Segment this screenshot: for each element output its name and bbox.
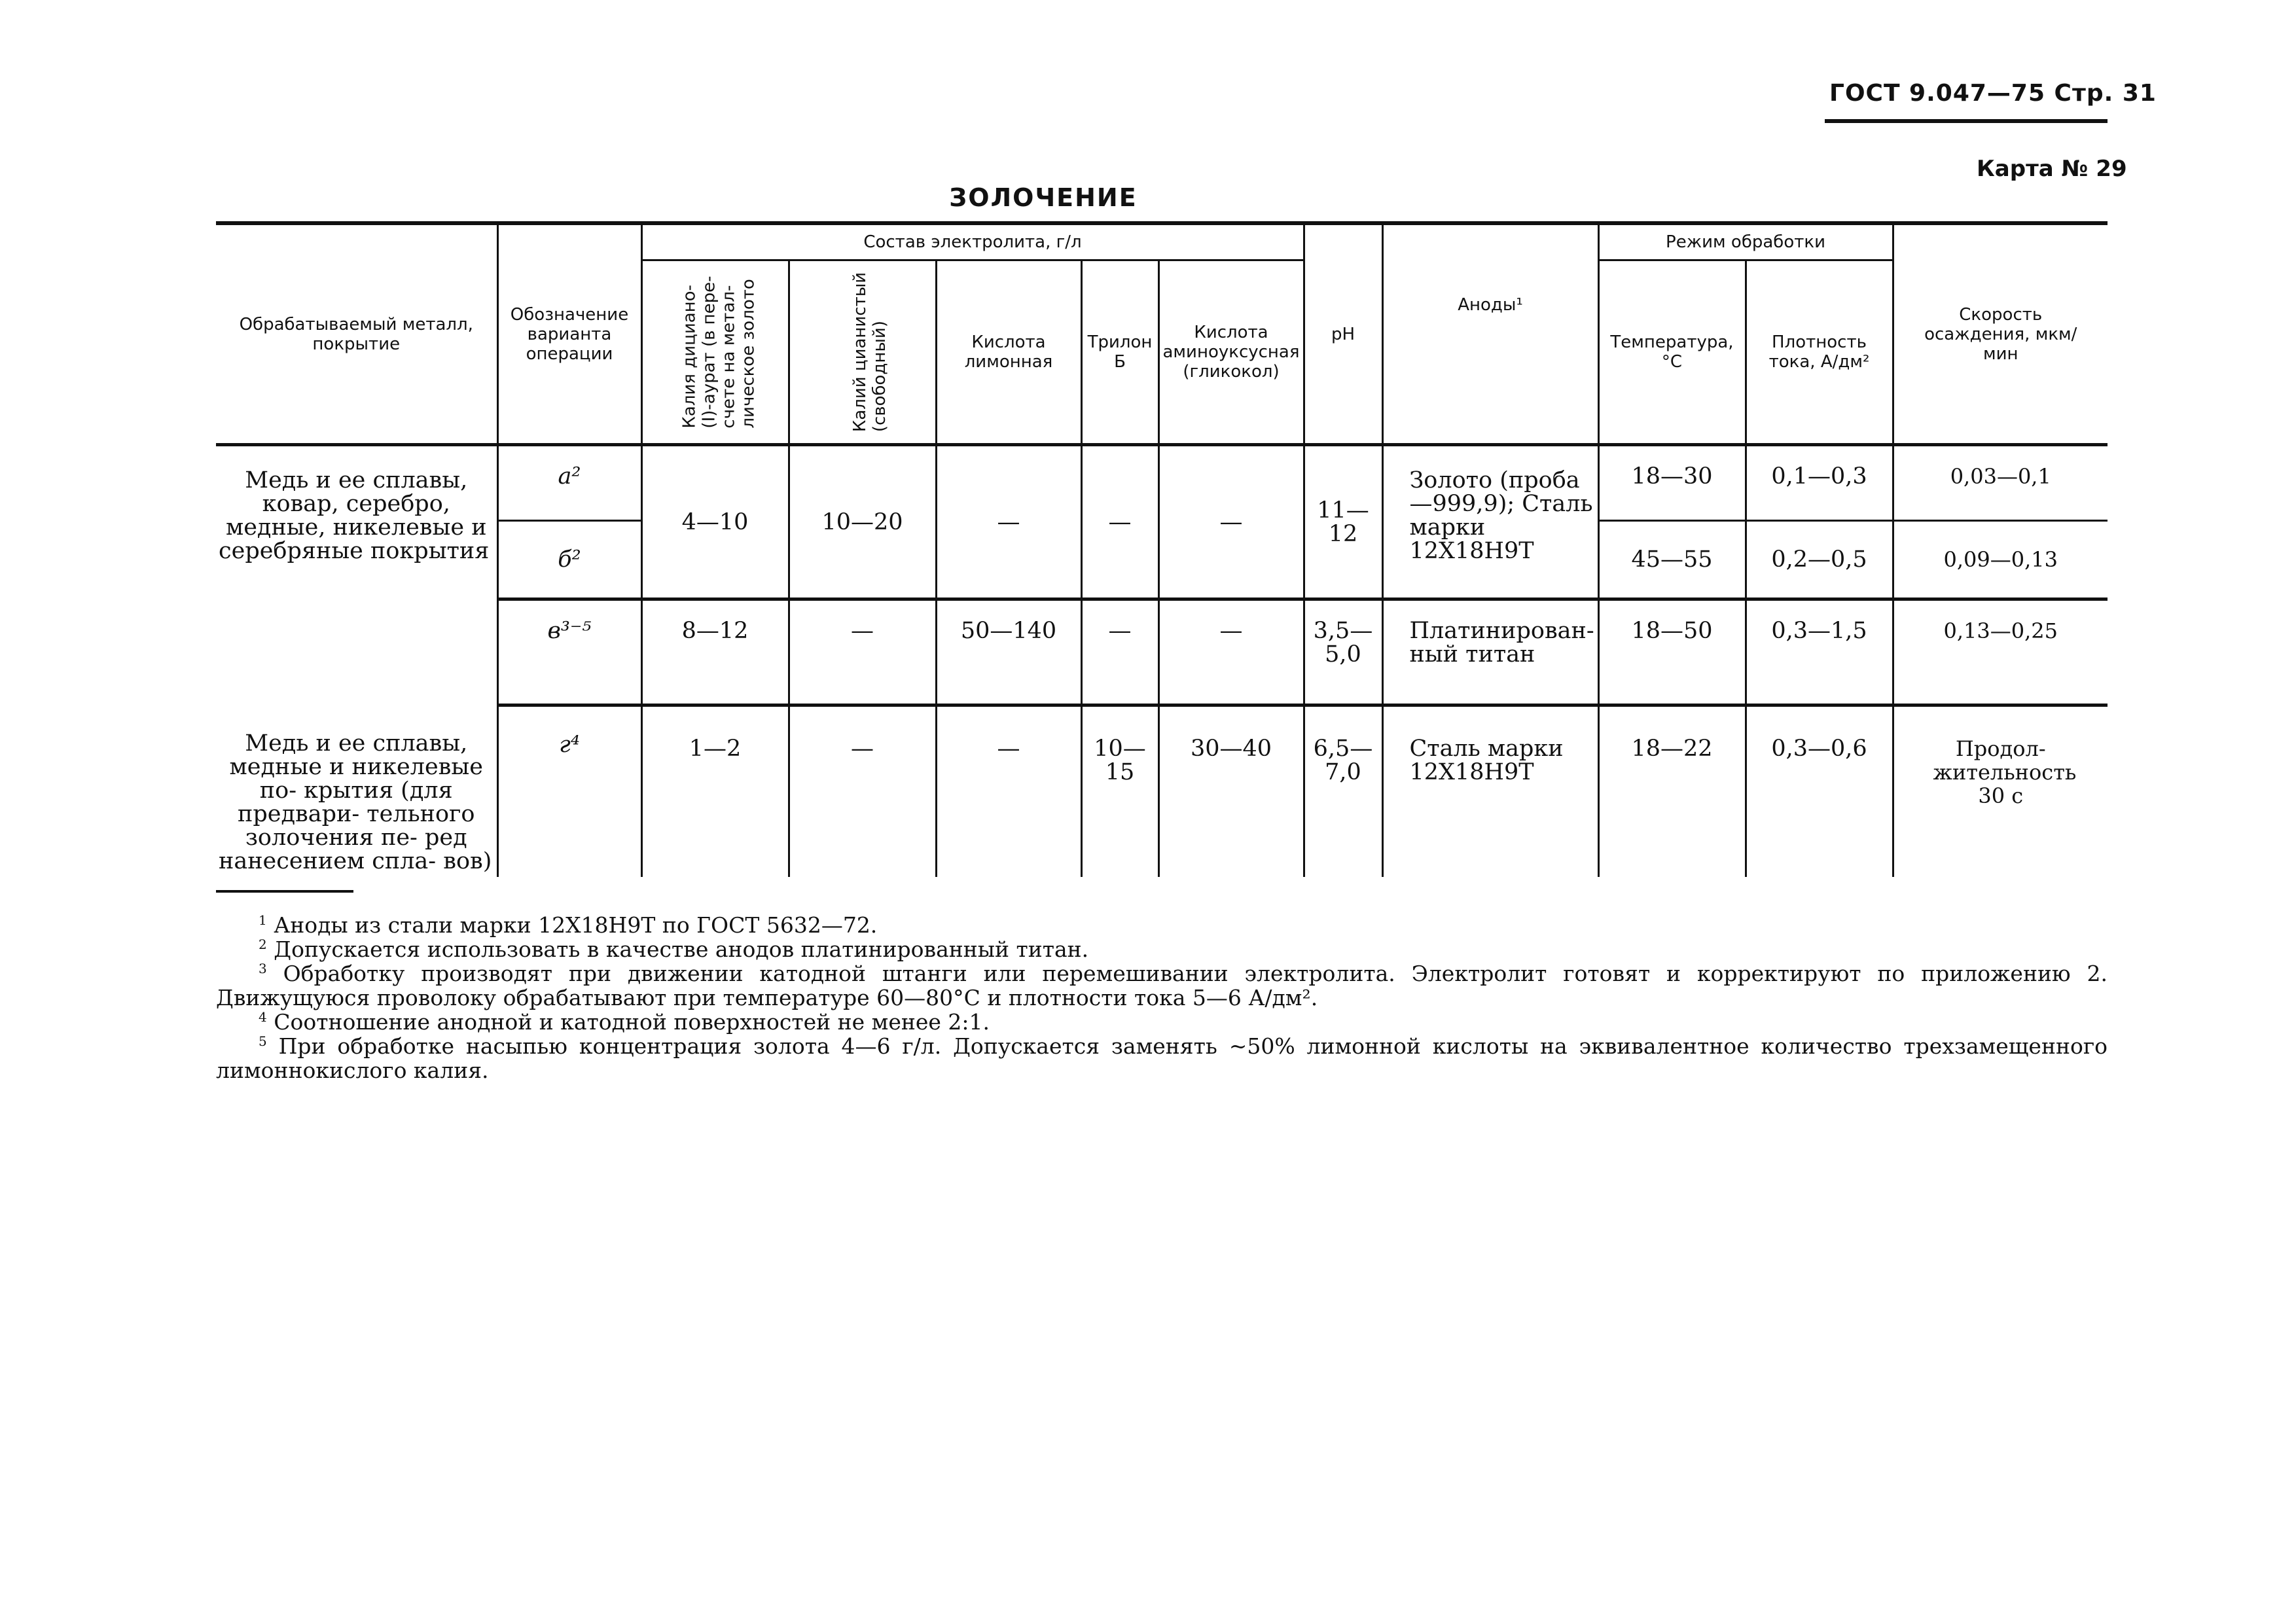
footnote-5-mark: 5 [259,1033,267,1049]
header-temp-text: Температура, °С [1610,332,1734,372]
row2-speed: 0,13—0,25 [1893,599,2108,705]
row2-ph [1304,599,1382,705]
row1-ph: 11—12 [1304,445,1382,599]
row1-glycine: — [1158,445,1304,599]
header-anodes [1382,223,1598,445]
header-trilon [1081,260,1158,445]
header-citric-text: Кислота лимонная [964,332,1053,372]
glycine-line-2: аминоуксусная [1162,342,1300,362]
row3-ph-text: 6,5— 7,0 [1313,736,1373,785]
header-metal-text: Обрабатываемый металл, покрытие [239,314,473,354]
row2-variant: в³⁻⁵ [497,599,641,705]
header-k-cyanide [789,260,936,445]
row2-temp: 18—50 [1598,599,1746,705]
row2-anodes-text: Платинирован- ный титан [1409,618,1594,668]
footnote-1-text: Аноды из стали марки 12Х18Н9Т по ГОСТ 5632—72. [274,912,878,938]
header-density [1746,260,1893,445]
row2-citric: 50—140 [936,599,1081,705]
footnote-5-text: При обработке насыпью концентрация золота 4—6 г/л. Допускается заменять ~50% лимонной кислоты на эквивалентное количество трехзамещенного лимоннокислого калия. [216,1033,2108,1083]
footnote-5 [216,1034,2108,1082]
row1-density-b: 0,2—0,5 [1746,521,1893,599]
row1-variant-b: б² [497,521,641,599]
row1-density-a: 0,1—0,3 [1746,445,1893,521]
footnote-1-mark: 1 [259,912,267,928]
row3-trilon: 10—15 [1081,705,1158,877]
title-text: ЗОЛОЧЕНИЕ [949,183,1138,212]
row1-metal [216,445,497,599]
row1-speed-a: 0,03—0,1 [1893,445,2108,521]
header-trilon-text: Трилон Б [1087,332,1153,372]
k-cyanide-line-2: (свободный) [869,321,889,433]
header-temp [1598,260,1746,445]
row1-metal-text: Медь и ее сплавы, ковар, серебро, медные, никелевые и серебряные покрытия [219,467,490,564]
header-density-text: Плотность тока, А/дм² [1768,332,1870,372]
row1-speed-b: 0,09—0,13 [1893,521,2108,599]
header-glycine [1158,260,1304,445]
header-rule [1825,119,2108,123]
row1-anodes [1382,445,1598,599]
header-k-aurate [641,260,789,445]
row3-density: 0,3—0,6 [1746,705,1893,877]
header-variant-text: Обозначение варианта операции [510,304,629,364]
header-anodes-text: Аноды¹ [1458,294,1523,315]
row1-variant-a: а² [497,445,641,521]
row2-anodes [1382,599,1598,705]
row1-k-aurate: 4—10 [641,445,789,599]
k-cyanide-line-1: Калий цианистый [850,272,870,433]
k-aurate-rotated [679,276,758,428]
row3-variant: г⁴ [497,705,641,877]
row2-k-cyanide: — [789,599,936,705]
row3-glycine: 30—40 [1158,705,1304,877]
row3-temp: 18—22 [1598,705,1746,877]
row3-k-cyanide: — [789,705,936,877]
page-header: ГОСТ 9.047—75 Стр. 31 [1829,80,2157,107]
header-speed [1893,223,2108,445]
k-aurate-line-1: Калия дициано- [679,285,700,429]
header-citric [936,260,1081,445]
footnote-4-mark: 4 [259,1009,267,1025]
header-ph: pH [1304,223,1382,445]
header-composition: Состав электролита, г/л [641,223,1304,260]
header-mode: Режим обработки [1598,223,1893,260]
row1-citric: — [936,445,1081,599]
row1-k-cyanide: 10—20 [789,445,936,599]
k-aurate-line-2: (I)-аурат (в пере- [699,276,719,429]
k-aurate-line-4: лическое золото [738,279,759,429]
row1-temp-b: 45—55 [1598,521,1746,599]
row3-citric: — [936,705,1081,877]
glycine-line-1: Кислота [1194,323,1268,342]
row2-k-aurate: 8—12 [641,599,789,705]
map-number: Карта № 29 [1977,156,2127,182]
glycine-line-3: (гликокол) [1183,362,1280,382]
row2-ph-text: 3,5— 5,0 [1313,618,1373,668]
row1-temp-a: 18—30 [1598,445,1746,521]
footnote-rule [216,890,353,893]
footnotes [216,913,2108,1082]
row3-anodes-text: Сталь марки 12Х18Н9Т [1409,736,1564,785]
footnote-3-mark: 3 [259,961,267,976]
footnote-4 [216,1010,2108,1034]
footnote-3-text: Обработку производят при движении катодной штанги или перемешивании электролита. Электролит готовят и корректируют по приложению 2. Движущуюся проволоку обрабатывают при температуре 60—80°С и плотности тока 5—6 А/дм². [216,961,2108,1010]
k-cyanide-rotated [850,272,889,432]
gilding-table [216,221,2108,877]
footnote-4-text: Соотношение анодной и катодной поверхностей не менее 2:1. [274,1009,990,1035]
row3-anodes [1382,705,1598,877]
row3-k-aurate: 1—2 [641,705,789,877]
row2-glycine: — [1158,599,1304,705]
row2-trilon: — [1081,599,1158,705]
row2-metal-empty [216,599,497,705]
header-speed-text: Скорость осаждения, мкм/мин [1924,304,2077,364]
document-title [0,183,2296,212]
header-metal [216,223,497,445]
footnote-3 [216,961,2108,1010]
footnote-2 [216,937,2108,961]
header-variant [497,223,641,445]
row3-speed [1893,705,2108,877]
k-aurate-line-3: счете на метал- [719,285,739,429]
row3-metal [216,705,497,877]
row3-ph [1304,705,1382,877]
footnote-1 [216,913,2108,937]
row2-density: 0,3—1,5 [1746,599,1893,705]
row3-metal-text: Медь и ее сплавы, медные и никелевые по- крытия (для предвари- тельного золочения пе- ред нанесением спла- вов) [219,730,492,874]
row1-anodes-text: Золото (проба —999,9); Сталь марки 12Х18Н9Т [1409,467,1593,564]
row1-trilon: — [1081,445,1158,599]
footnote-2-mark: 2 [259,936,267,952]
footnote-2-text: Допускается использовать в качестве анодов платинированный титан. [274,936,1089,962]
row3-speed-text: Продол- жительность 30 с [1933,736,2077,808]
